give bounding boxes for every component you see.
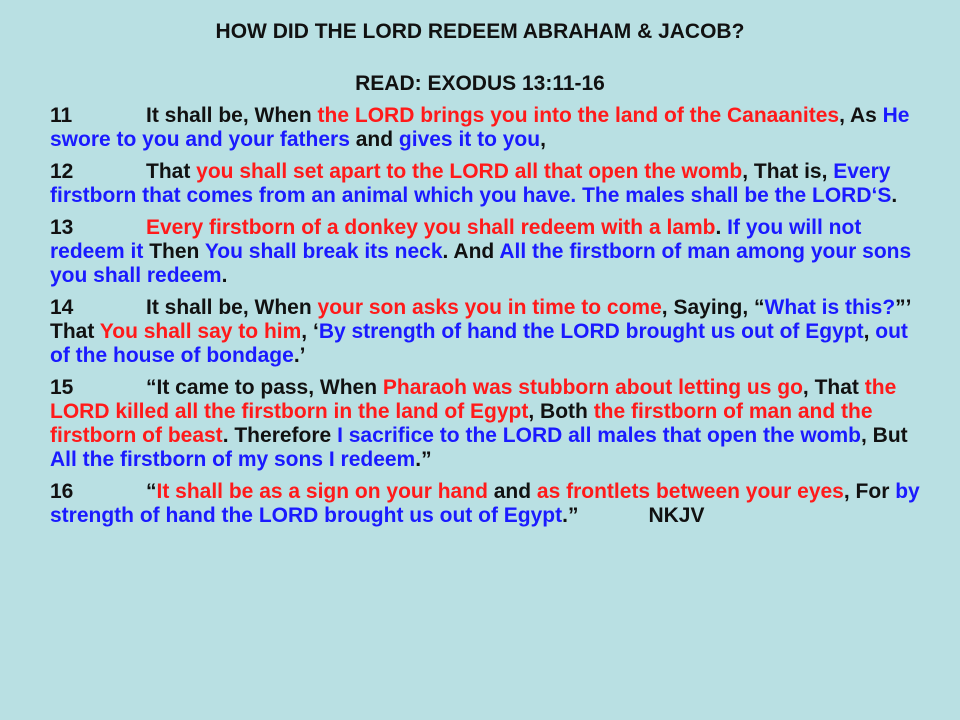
verse-text-segment: Every firstborn of a donkey you shall redeem with a lamb: [146, 216, 716, 239]
verse-14: [50, 296, 925, 368]
verse-number: 16: [50, 480, 74, 503]
verse-text-segment: By strength of hand the LORD brought us out of Egypt: [318, 320, 864, 343]
verse-12: [50, 160, 925, 208]
verse-text-segment: . Therefore: [222, 424, 338, 447]
verse-text-segment: , ‘: [301, 320, 319, 343]
verse-15: [50, 376, 925, 472]
verse-text-segment: , For: [843, 480, 896, 503]
verse-text-segment: the LORD killed all the firstborn in the land of Egypt: [50, 376, 897, 423]
verse-text-segment: That: [146, 160, 197, 183]
verse-text-segment: He swore to you and your fathers: [50, 104, 910, 151]
verse-16: [50, 480, 925, 528]
verse-text-segment: gives it to you: [398, 128, 541, 151]
verse-text-segment: the firstborn of man and the firstborn of beast: [50, 400, 873, 447]
verse-number: 15: [50, 376, 74, 399]
verse-text-segment: .”: [415, 448, 432, 471]
verse-text-segment: and: [349, 128, 399, 151]
verse-number: 11: [50, 104, 73, 127]
verse-text-segment: What is this?: [764, 296, 896, 319]
verse-text-segment: You shall say to him: [99, 320, 302, 343]
verse-text-segment: .: [221, 264, 228, 287]
verse-text-segment: .: [715, 216, 728, 239]
verse-text-segment: , But: [861, 424, 908, 447]
verse-text-segment: You shall break its neck: [204, 240, 443, 263]
verse-text-segment: It shall be, When: [146, 104, 318, 127]
verse-text-segment: “It came to pass, When: [146, 376, 383, 399]
verse-13: [50, 216, 925, 288]
verse-11: [50, 104, 925, 152]
verse-text-segment: Every firstborn that comes from an animal which you have. The males shall be the LORD‘S: [50, 160, 892, 207]
verse-text-segment: Pharaoh was stubborn about letting us go: [382, 376, 803, 399]
verse-text-segment: , Saying, “: [661, 296, 765, 319]
verse-number: 12: [50, 160, 74, 183]
verse-text-segment: .: [891, 184, 898, 207]
verse-number: 14: [50, 296, 74, 319]
verse-text-segment: I sacrifice to the LORD all males that open the womb: [337, 424, 861, 447]
verse-text-segment: , Both: [528, 400, 594, 423]
verse-text-segment: It shall be, When: [146, 296, 318, 319]
verse-text-segment: All the firstborn of man among your sons you shall redeem: [50, 240, 912, 287]
verse-text-segment: , That: [802, 376, 865, 399]
verse-text-segment: ,: [863, 320, 876, 343]
verse-list: [50, 104, 925, 536]
verse-text-segment: your son asks you in time to come: [317, 296, 662, 319]
verse-text-segment: by strength of hand the LORD brought us out of Egypt: [50, 480, 920, 527]
verse-text-segment: , That is,: [742, 160, 834, 183]
verse-text-segment: .”: [562, 504, 579, 527]
verse-text-segment: as frontlets between your eyes: [536, 480, 844, 503]
verse-text-segment: ”’ That: [50, 296, 911, 343]
verse-text-segment: Then: [143, 240, 205, 263]
verse-text-segment: If you will not redeem it: [50, 216, 862, 263]
verse-text-segment: “: [146, 480, 157, 503]
verse-text-segment: . And: [442, 240, 500, 263]
verse-text-segment: .’: [293, 344, 306, 367]
verse-text-segment: you shall set apart to the LORD all that open the womb: [196, 160, 743, 183]
verse-text-segment: and: [487, 480, 537, 503]
verse-text-segment: the LORD brings you into the land of the Canaanites: [317, 104, 840, 127]
verse-text-segment: ,: [540, 128, 546, 151]
slide-title: HOW DID THE LORD REDEEM ABRAHAM & JACOB?: [215, 20, 745, 43]
bible-version-label: NKJV: [648, 504, 705, 527]
verse-text-segment: out of the house of bondage: [50, 320, 908, 367]
verse-text-segment: , As: [839, 104, 883, 127]
verse-text-segment: It shall be as a sign on your hand: [156, 480, 488, 503]
slide-subtitle: READ: EXODUS 13:11-16: [355, 72, 605, 95]
verse-number: 13: [50, 216, 74, 239]
verse-text-segment: All the firstborn of my sons I redeem: [50, 448, 416, 471]
